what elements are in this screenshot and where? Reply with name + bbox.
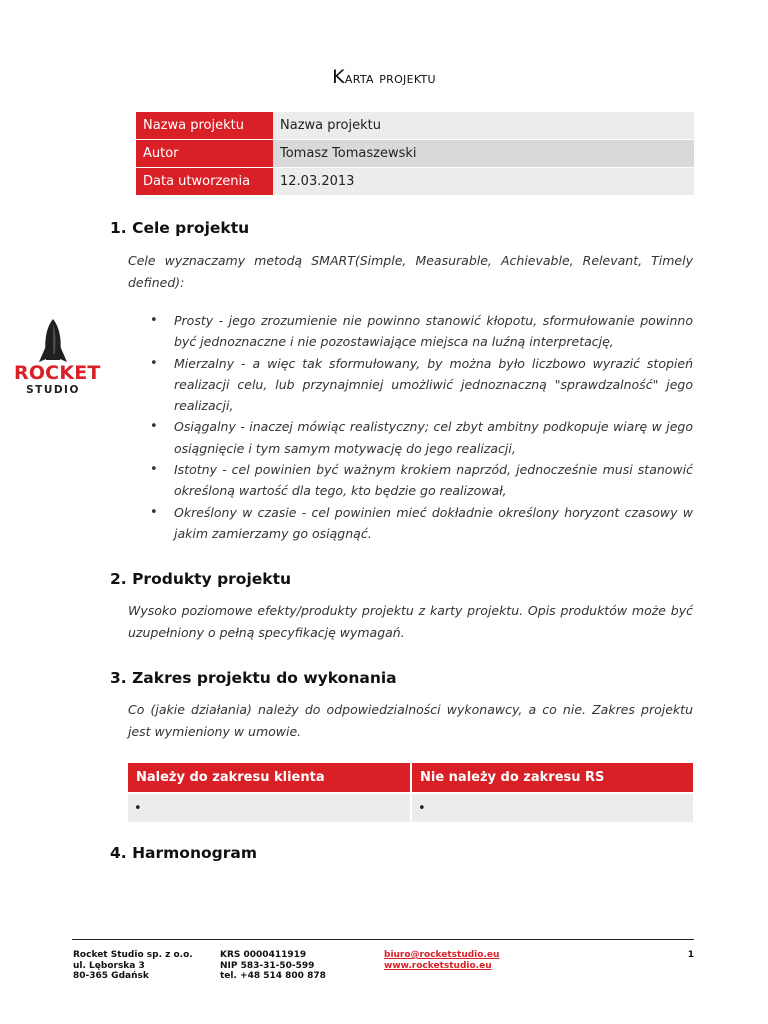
logo-word-rocket: ROCKET: [14, 362, 101, 384]
list-item: • Określony w czasie - cel powinien mieć dokładnie określony horyzont czasowy w jakim zamierzamy go osiągnąć.: [150, 502, 693, 545]
section-heading-goals: 1. Cele projektu: [110, 219, 250, 237]
info-row-date: [136, 168, 694, 195]
scope-header-row: [128, 763, 694, 793]
scope-table: [128, 763, 695, 822]
scope-cell-not-rs: •: [411, 793, 694, 822]
bullet-icon: •: [150, 419, 158, 435]
table-row: [128, 793, 694, 822]
info-row-name: [136, 112, 694, 139]
scope-col-client: Należy do zakresu klienta: [128, 763, 411, 793]
footer-divider: [72, 939, 694, 940]
project-info-table: [136, 111, 694, 196]
rocket-icon: [14, 318, 92, 364]
list-item: • Mierzalny - a więc tak sformułowany, by można było liczbowo wyrazić stopień realizacji celu, lub przynajmniej umożliwić jednoznaczną "sprawdzalność" jego realizacji,: [150, 353, 693, 417]
info-value: Nazwa projektu: [273, 112, 694, 139]
section-heading-scope: 3. Zakres projektu do wykonania: [110, 669, 397, 687]
info-value: Tomasz Tomaszewski: [273, 140, 694, 167]
scope-text: Co (jakie działania) należy do odpowiedzialności wykonawcy, a co nie. Zakres projektu jest wymieniony w umowie.: [128, 702, 693, 739]
logo-word-studio: STUDIO: [26, 384, 80, 396]
section-heading-schedule: 4. Harmonogram: [110, 844, 257, 862]
list-item: • Istotny - cel powinien być ważnym krokiem naprzód, jednocześnie musi stanowić określoną wartość dla tego, kto będzie go realizował,: [150, 459, 693, 502]
info-label: Autor: [136, 140, 273, 167]
document-title: Karta projektu: [332, 66, 436, 88]
bullet-icon: •: [150, 313, 158, 328]
goals-intro: Cele wyznaczamy metodą SMART(Simple, Measurable, Achievable, Relevant, Timely defined):: [128, 253, 693, 290]
scope-col-not-rs: Nie należy do zakresu RS: [411, 763, 694, 793]
website-link[interactable]: www.rocketstudio.eu: [384, 960, 492, 971]
email-link[interactable]: biuro@rocketstudio.eu: [384, 950, 500, 960]
rocket-studio-logo: [14, 318, 101, 398]
smart-list: [150, 310, 693, 544]
info-value: 12.03.2013: [273, 168, 694, 195]
products-text: Wysoko poziomowe efekty/produkty projektu z karty projektu. Opis produktów może być uzupełniony o pełną specyfikację wymagań.: [128, 603, 693, 640]
section-heading-products: 2. Produkty projektu: [110, 570, 292, 588]
info-label: Nazwa projektu: [136, 112, 273, 139]
bullet-icon: •: [150, 355, 158, 371]
footer-company: Rocket Studio sp. z o.o. ul. Lęborska 3 80-365 Gdańsk: [73, 950, 193, 981]
footer-ids: KRS 0000411919 NIP 583-31-50-599 tel. +48 514 800 878: [220, 950, 326, 981]
list-item: • Prosty - jego zrozumienie nie powinno stanowić kłopotu, sformułowanie powinno być jednoznaczne i nie pozostawiające miejsca na luźną interpretację,: [150, 310, 693, 353]
footer-contact: [384, 950, 499, 971]
bullet-icon: •: [150, 462, 158, 478]
page-number: 1: [687, 950, 694, 960]
list-item: • Osiągalny - inaczej mówiąc realistyczny; cel zbyt ambitny podkopuje wiarę w jego osiągnięcie i tym samym motywację do jego realizacji,: [150, 416, 693, 459]
scope-cell-client: •: [128, 793, 411, 822]
bullet-icon: •: [150, 504, 158, 520]
info-row-author: [136, 140, 694, 167]
info-label: Data utworzenia: [136, 168, 273, 195]
